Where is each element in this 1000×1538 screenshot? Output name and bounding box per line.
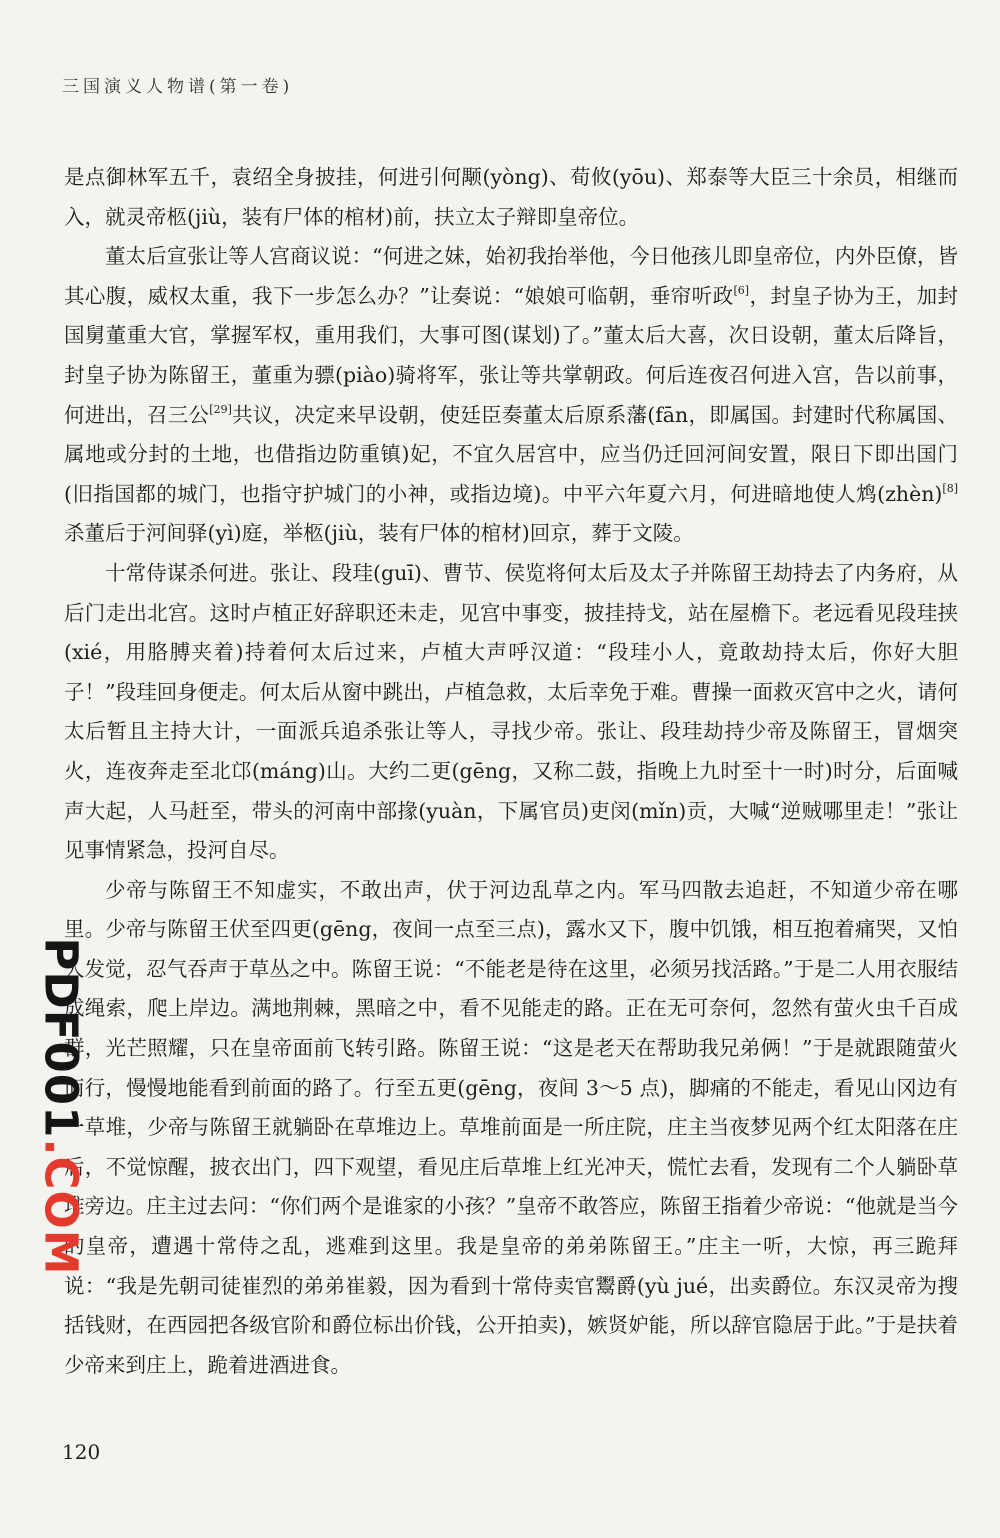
running-header: 三国演义人物谱(第一卷): [62, 77, 294, 97]
paragraph-text: 十常侍谋杀何进。张让、段珪(guī)、曹节、侯览将何太后及太子并陈留王劫持去了内务府，从后门走出北宫。这时卢植正好辞职还未走，见宫中事变，披挂持戈，站在屋檐下。老远看见段珪挟(xié，用胳膊夹着)持着何太后过来，卢植大声呼汉道：“段珪小人，竟敢劫持太后，你好大胆子！”段珪回身便走。何太后从窗中跳出，卢植急救，太后幸免于难。曹操一面救灭宫中之火，请何太后暂且主持大计，一面派兵追杀张让等人，寻找少帝。张让、段珪劫持少帝及陈留王，冒烟突火，连夜奔走至北邙(máng)山。大约二更(gēng，又称二鼓，指晚上九时至十一时)时分，后面喊声大起，人马赶至，带头的河南中部掾(yuàn，下属官员)吏闵(mǐn)贡，大喊“逆贼哪里走！”张让见事情紧急，投河自尽。: [64, 560, 958, 863]
watermark-part1: PDF001: [34, 937, 88, 1139]
footnote-marker: [6]: [733, 283, 750, 297]
paragraph-text: 是点御林军五千，袁绍全身披挂，何进引何颙(yòng)、荀攸(yōu)、郑泰等大臣三十余员，相继而入，就灵帝柩(jiù，装有尸体的棺材)前，扶立太子辩即皇帝位。: [64, 165, 958, 229]
paragraph-text: 董太后宣张让等人宫商议说：“何进之妹，始初我抬举他，今日他孩儿即皇帝位，内外臣僚，皆其心腹，威权太重，我下一步怎么办？”让奏说：“娘娘可临朝，垂帘听政: [64, 244, 958, 308]
page-number: 120: [62, 1440, 101, 1464]
paragraph: [64, 871, 958, 1386]
footnote-marker: [8]: [942, 481, 958, 495]
footnote-marker: [29]: [209, 402, 232, 416]
paragraph: [64, 237, 958, 554]
paragraph: [64, 554, 958, 871]
paragraph: [64, 158, 958, 237]
paragraph-text: 杀董后于河间驿(yì)庭，举柩(jiù，装有尸体的棺材)回京，葬于文陵。: [64, 521, 694, 546]
paragraph-text: 少帝与陈留王不知虚实，不敢出声，伏于河边乱草之内。军马四散去追赶，不知道少帝在哪里。少帝与陈留王伏至四更(gēng，夜间一点至三点)，露水又下，腹中饥饿，相互抱着痛哭，又怕人发觉，忍气吞声于草丛之中。陈留王说：“不能老是待在这里，必须另找活路。”于是二人用衣服结成绳索，爬上岸边。满地荆棘，黑暗之中，看不见能走的路。正在无可奈何，忽然有萤火虫千百成群，光芒照耀，只在皇帝面前飞转引路。陈留王说：“这是老天在帮助我兄弟俩！”于是就跟随萤火而行，慢慢地能看到前面的路了。行至五更(gēng，夜间 3～5 点)，脚痛的不能走，看见山冈边有一草堆，少帝与陈留王就躺卧在草堆边上。草堆前面是一所庄院，庄主当夜梦见两个红太阳落在庄后，不觉惊醒，披衣出门，四下观望，看见庄后草堆上红光冲天，慌忙去看，发现有二个人躺卧草堆旁边。庄主过去问：“你们两个是谁家的小孩？”皇帝不敢答应，陈留王指着少帝说：“他就是当今的皇帝，遭遇十常侍之乱，逃难到这里。我是皇帝的弟弟陈留王。”庄主一听，大惊，再三跪拜说：“我是先朝司徒崔烈的弟弟崔毅，因为看到十常侍卖官鬻爵(yù jué，出卖爵位。东汉灵帝为搜括钱财，在西园把各级官阶和爵位标出价钱，公开拍卖)，嫉贤妒能，所以辞官隐居于此。”于是扶着少帝来到庄上，跪着进酒进食。: [64, 877, 958, 1377]
body-text: [64, 158, 958, 1385]
watermark-part2: .COM: [34, 1138, 88, 1276]
paragraph-text: ，封皇子协为王，加封国舅董重大官，掌握军权，重用我们，大事可图(谋划)了。”董太后大喜，次日设朝，董太后降旨，封皇子协为陈留王，董重为骠(piào)骑将军，张让等共掌朝政。何后连夜召何进入宫，告以前事，何进出，召三公: [64, 283, 959, 427]
watermark: [35, 937, 88, 1275]
paragraph-text: 共议，决定来早设朝，使廷臣奏董太后原系藩(fān，即属国。封建时代称属国、属地或分封的土地，也借指边防重镇)妃，不宜久居宫中，应当仍迁回河间安置，限日下即出国门(旧指国都的城门，也指守护城门的小神，或指边境)。中平六年夏六月，何进暗地使人鸩(zhèn): [64, 402, 958, 506]
